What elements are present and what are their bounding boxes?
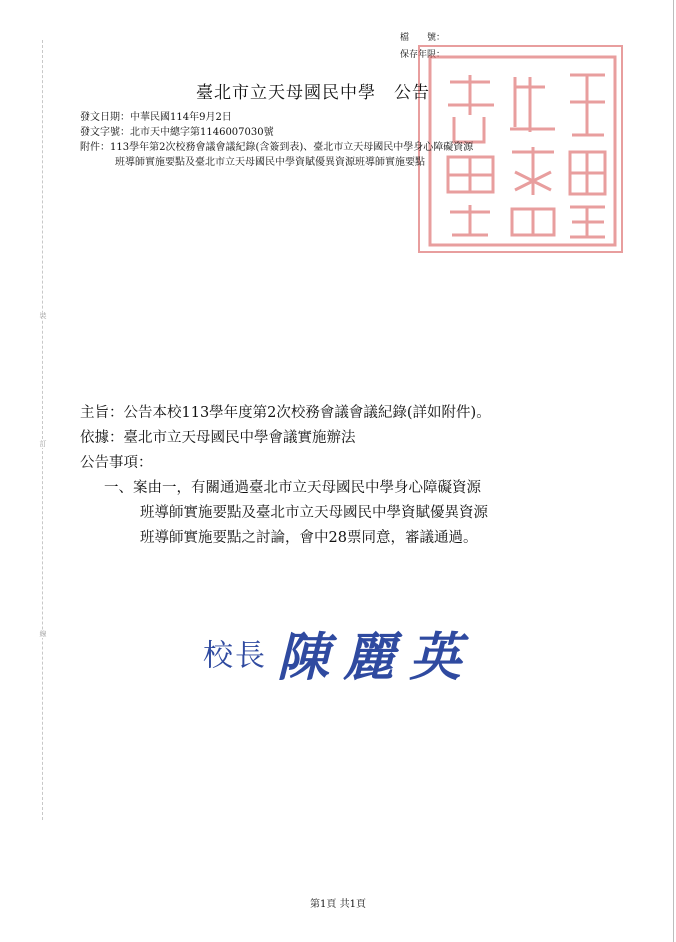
document-type: 公告 <box>394 83 430 103</box>
issue-date: 發文日期：中華民國114年9月2日 <box>80 112 232 123</box>
item-1-line-3: 班導師實施要點之討論，會中28票同意，審議通過。 <box>140 530 478 546</box>
signature-title: 校長 <box>203 638 267 674</box>
reference-number: 發文字號：北市天中總字第1146007030號 <box>80 127 274 138</box>
page-edge-line <box>673 0 674 942</box>
document-header-fields <box>80 110 473 170</box>
subject-line: 主旨：公告本校113學年度第2次校務會議會議紀錄(詳如附件)。 <box>80 405 491 421</box>
announcement-body <box>80 401 491 551</box>
binding-mark-top: 裝 <box>39 312 47 320</box>
document-title <box>196 78 430 103</box>
school-name: 臺北市立天母國民中學 <box>196 83 376 103</box>
principal-signature <box>203 615 476 688</box>
binding-mark-middle: 訂 <box>39 440 47 448</box>
attachment-line-1: 附件：113學年第2次校務會議會議紀錄(含簽到表)、臺北市立天母國民中學身心障礙資源 <box>80 142 474 153</box>
item-1-line-1: 一、案由一，有關通過臺北市立天母國民中學身心障礙資源 <box>104 480 481 496</box>
items-heading: 公告事項： <box>80 455 153 471</box>
binding-mark-bottom: 線 <box>39 630 47 638</box>
signature-name: 陳麗英 <box>277 627 476 688</box>
retention-period-label: 保存年限： <box>400 50 446 60</box>
item-1-line-2: 班導師實施要點及臺北市立天母國民中學資賦優異資源 <box>140 505 488 521</box>
basis-line: 依據：臺北市立天母國民中學會議實施辦法 <box>80 430 356 446</box>
file-number-label: 檔 號： <box>400 33 446 43</box>
binding-line <box>42 40 43 820</box>
attachment-line-2: 班導師實施要點及臺北市立天母國民中學資賦優異資源班導師實施要點 <box>115 157 425 168</box>
page-number: 第1頁 共1頁 <box>310 899 366 910</box>
